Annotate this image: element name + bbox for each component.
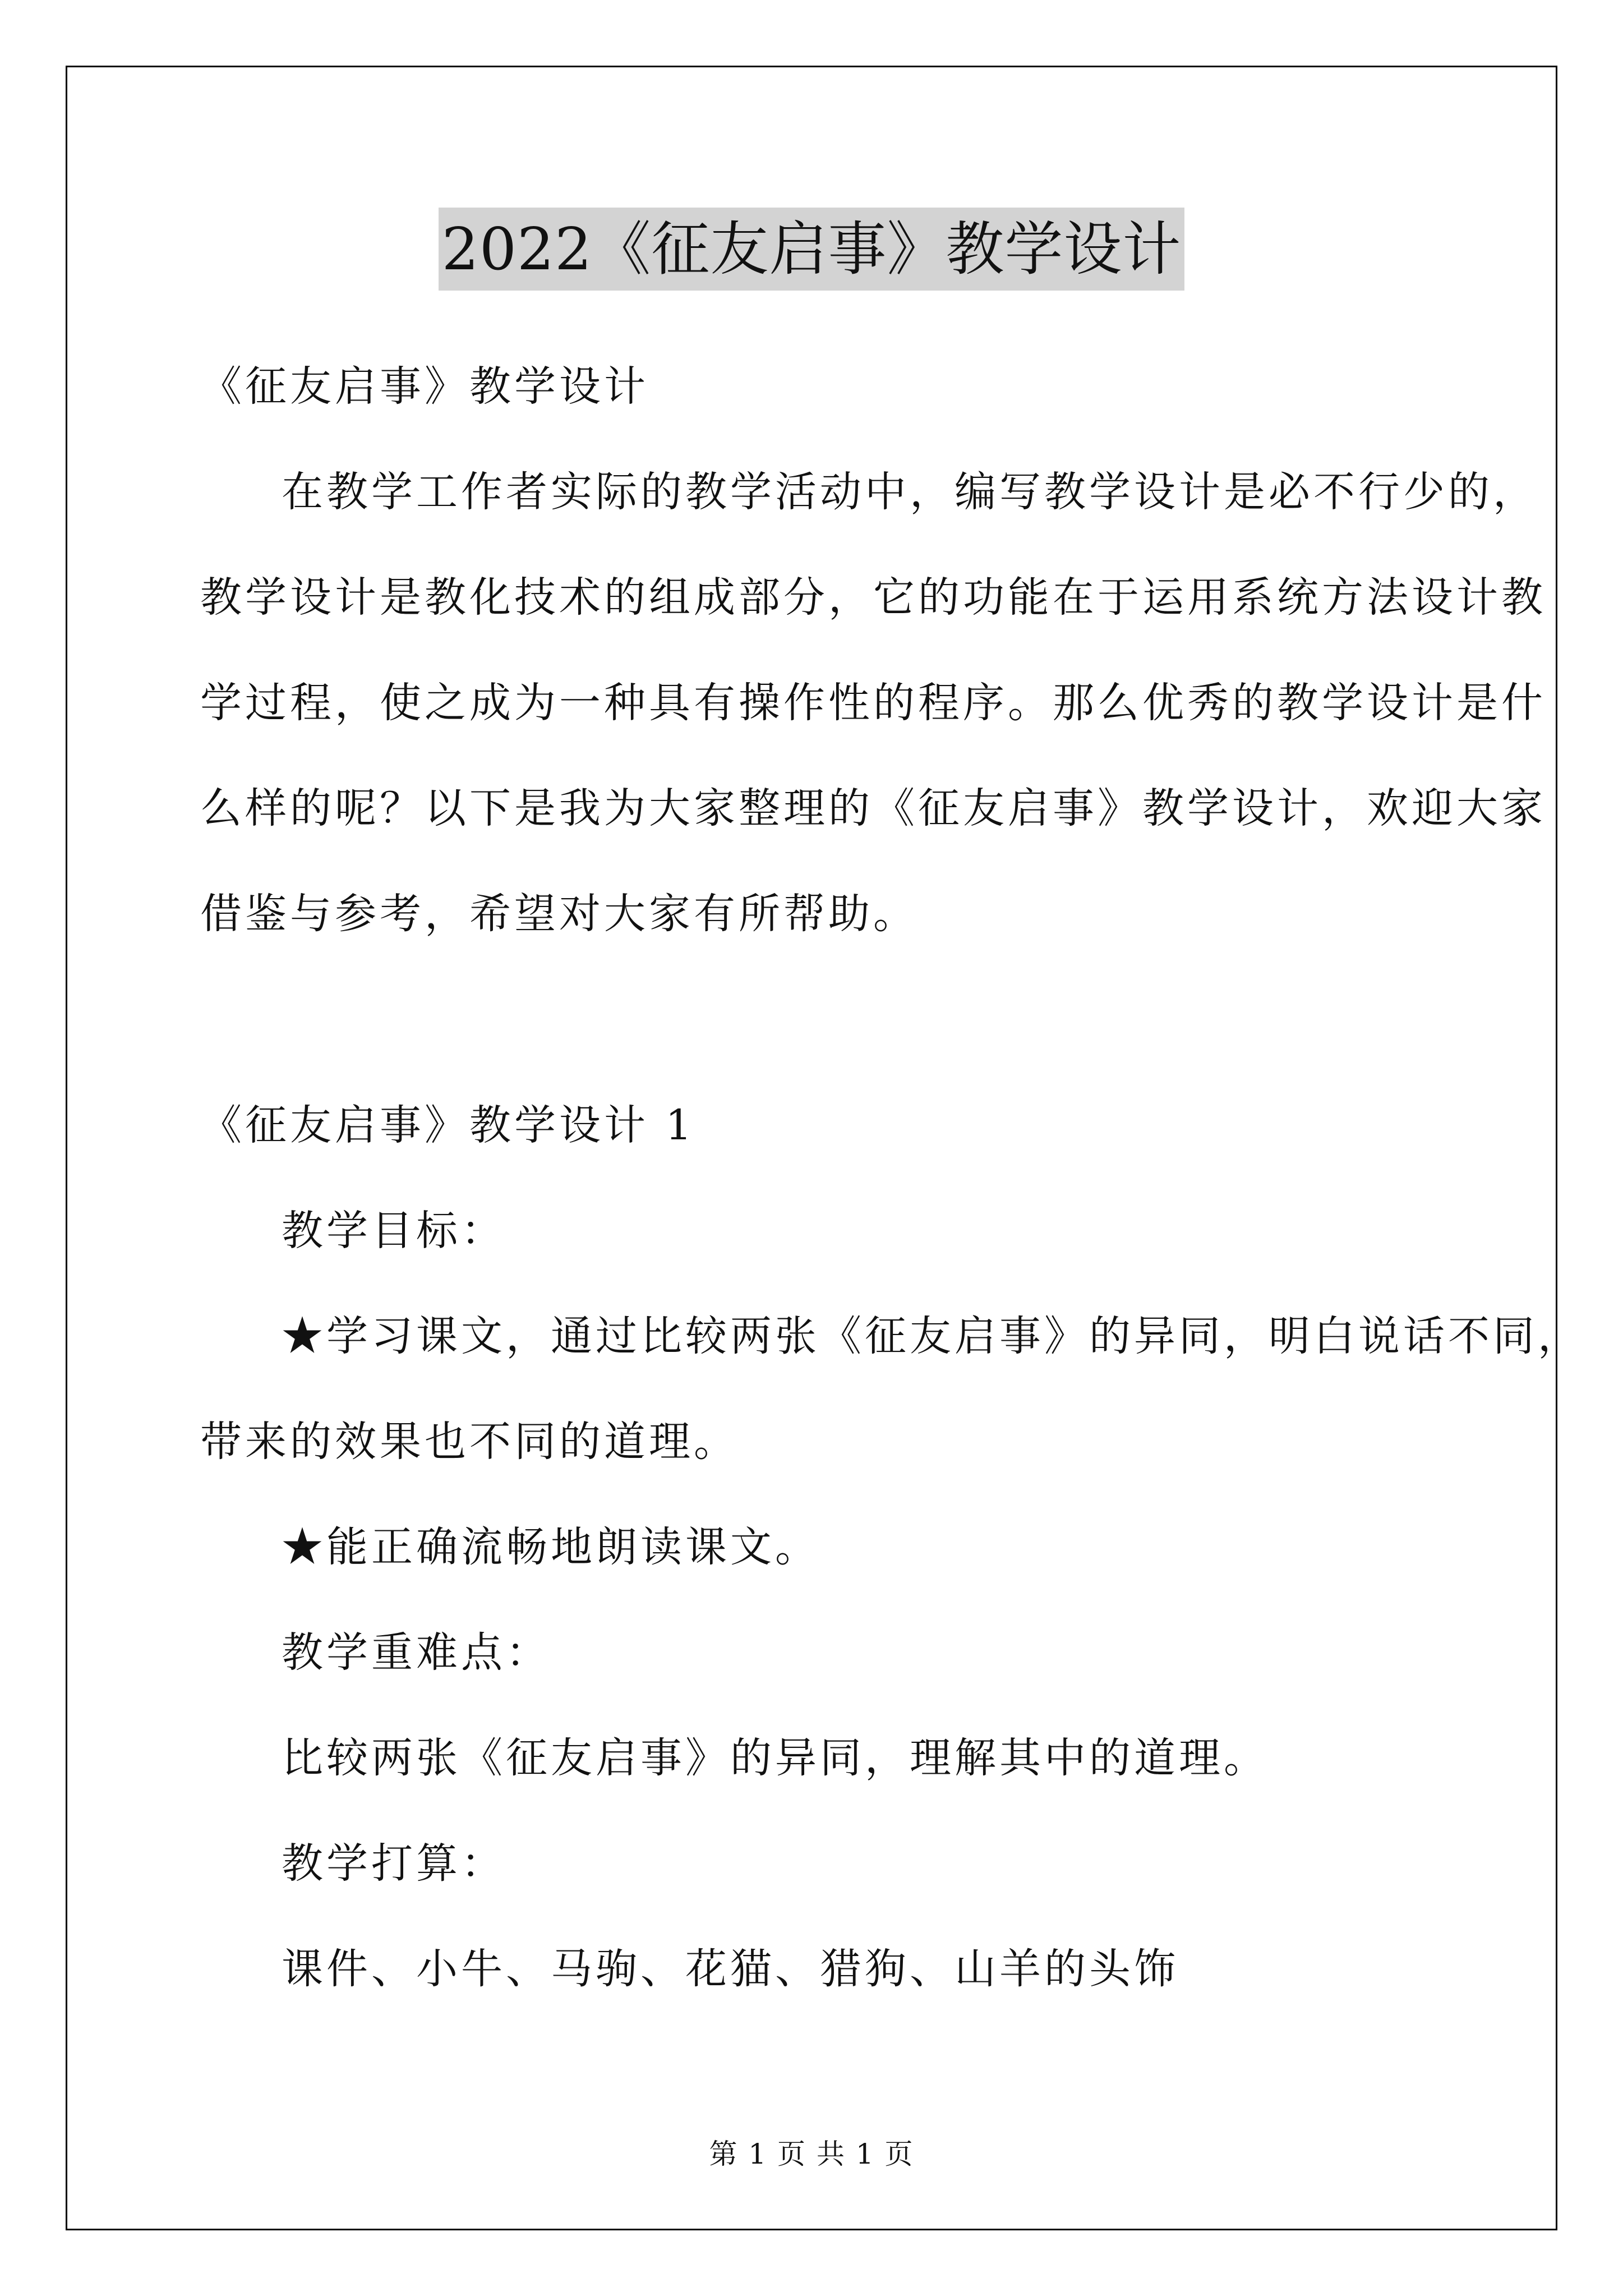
paragraph-line: 么样的呢？以下是我为大家整理的《征友启事》教学设计，欢迎大家 — [200, 784, 1546, 832]
paragraph-line: 学过程，使之成为一种具有操作性的程序。那么优秀的教学设计是什 — [200, 679, 1546, 727]
paragraph-line: 借鉴与参考，希望对大家有所帮助。 — [200, 890, 918, 938]
paragraph-line: 课件、小牛、马驹、花猫、猎狗、山羊的头饰 — [282, 1945, 1179, 1993]
paragraph-line: 教学设计是教化技术的组成部分，它的功能在于运用系统方法设计教 — [200, 573, 1546, 622]
subheading-key-points: 教学重难点： — [282, 1628, 551, 1677]
section-heading: 《征友启事》教学设计 1 — [200, 1101, 695, 1149]
paragraph-line: 在教学工作者实际的教学活动中，编写教学设计是必不行少的， — [282, 468, 1538, 516]
paragraph-line: 带来的效果也不同的道理。 — [200, 1418, 739, 1466]
subheading-objectives: 教学目标： — [282, 1207, 506, 1255]
title-container — [0, 208, 1623, 291]
heading-intro: 《征友启事》教学设计 — [200, 362, 649, 411]
subheading-preparation: 教学打算： — [282, 1839, 506, 1888]
document-title: 2022《征友启事》教学设计 — [439, 208, 1185, 291]
paragraph-line: 比较两张《征友启事》的异同，理解其中的道理。 — [282, 1734, 1269, 1782]
paragraph-line: ★能正确流畅地朗读课文。 — [282, 1523, 820, 1571]
paragraph-line: ★学习课文，通过比较两张《征友启事》的异同，明白说话不同， — [282, 1312, 1583, 1360]
page-footer: 第 1 页 共 1 页 — [709, 2138, 914, 2170]
